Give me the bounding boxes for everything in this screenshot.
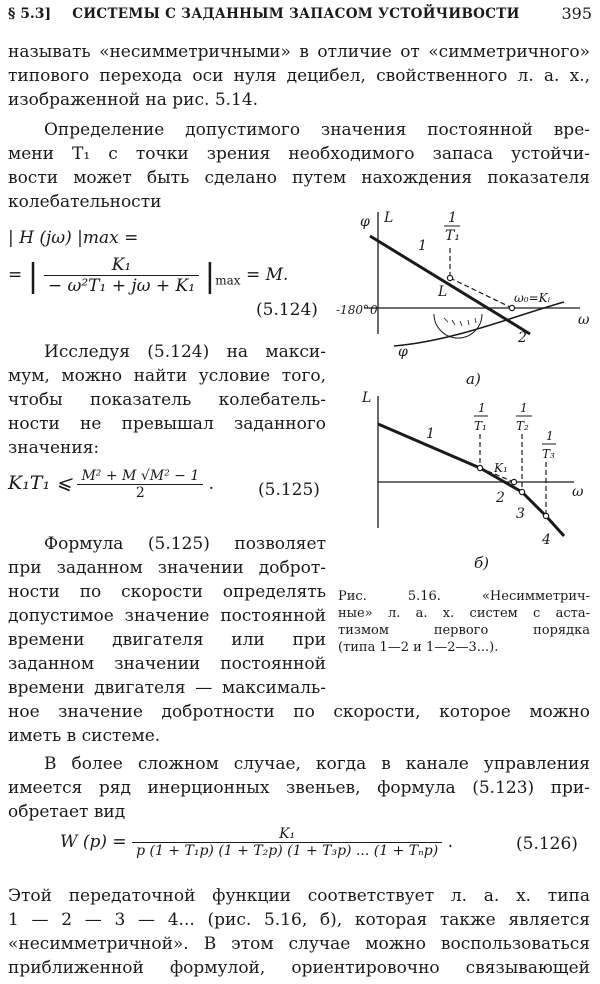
- text-line: мум, можно найти условие того,: [8, 366, 326, 386]
- label-t2-num: 1: [520, 401, 528, 415]
- formula-5-126: W (p) = $\frac{\text{K₁}}{\text{p (1 + T₁p) (1 + T₂p) (1 + T₃p) ... (1 + Tₙp)}}$ .: [60, 826, 454, 859]
- figure-a-caption: а): [466, 370, 481, 388]
- formula-fraction: [132, 826, 442, 859]
- fraction-numerator: M² + M √M² − 1: [81, 468, 200, 484]
- fraction-denominator: − ω²T₁ + jω + K₁: [47, 276, 196, 296]
- label-t2-den: T₂: [516, 419, 529, 433]
- formula-text: | H (jω) |max =: [8, 228, 139, 248]
- text-line: заданном значении постоянной: [8, 654, 326, 674]
- text-line: «несимметричной». В этом случае можно воспользоваться: [8, 934, 590, 954]
- text-line: Исследуя (5.124) на макси-: [44, 342, 326, 362]
- label-phi-top: φ: [360, 214, 370, 230]
- paragraph-2: [8, 118, 590, 214]
- label-t-num: 1: [448, 210, 457, 226]
- label-phi-bottom: φ: [398, 344, 408, 360]
- paragraph-6: [8, 884, 590, 980]
- formula-rhs: = M.: [245, 265, 289, 285]
- text-line: Этой передаточной функции соответствует л. а. х. типа: [8, 886, 590, 906]
- label-4-b: 4: [542, 532, 551, 548]
- text-line: мени T₁ с точки зрения необходимого запаса устойчи-: [8, 144, 590, 164]
- label-omega-a: ω: [578, 312, 590, 328]
- label-t1-num: 1: [478, 401, 486, 415]
- text-line: значения:: [8, 438, 100, 458]
- formula-subscript: max: [215, 273, 241, 288]
- text-line: допустимое значение постоянной: [8, 606, 326, 626]
- label-t3-den: T₃: [542, 447, 555, 461]
- equation-number-5-126: (5.126): [516, 834, 578, 854]
- caption-line: (типа 1—2 и 1—2—3...).: [338, 640, 499, 655]
- figure-b-caption: б): [474, 554, 490, 572]
- point-omega0: [509, 305, 514, 310]
- caption-line: тизмом первого порядка: [338, 623, 590, 638]
- text-line: чтобы показатель колебатель-: [8, 390, 326, 410]
- label-K1: K₁: [494, 461, 508, 475]
- figure-5-16-b: [378, 396, 574, 536]
- text-line: приближенной формулой, ориентировочно связывающей: [8, 958, 590, 978]
- text-line: обретает вид: [8, 802, 126, 822]
- formula-5-124-line1: [8, 228, 138, 248]
- label-zero: 0: [370, 303, 378, 317]
- text-line: ности не превышал заданного: [8, 414, 326, 434]
- figure-5-16-a: [364, 212, 580, 346]
- label-2-b: 2: [496, 490, 505, 506]
- label-1-b: 1: [426, 426, 435, 442]
- paragraph-4-wide: [8, 700, 590, 748]
- text-line: изображенной на рис. 5.14.: [8, 90, 259, 110]
- text-line: колебательности: [8, 192, 162, 212]
- fraction-numerator: K₁: [111, 255, 132, 275]
- text-line: ности по скорости определять: [8, 582, 326, 602]
- label-L-point: L: [438, 284, 448, 300]
- running-header: [8, 4, 592, 30]
- label-t-den: T₁: [445, 228, 460, 244]
- text-line: называть «несимметричными» в отличие от «симметричного»: [8, 42, 590, 62]
- text-line: 1 — 2 — 3 — 4... (рис. 5.16, б), которая также является: [8, 910, 590, 930]
- text-line: В более сложном случае, когда в канале управления: [44, 754, 590, 774]
- section-number: § 5.3]: [8, 6, 52, 22]
- label-3-b: 3: [516, 506, 525, 522]
- formula-fraction: [77, 468, 203, 501]
- lah-segment-3: [522, 492, 546, 516]
- label-minus-180: -180°: [336, 303, 369, 317]
- formula-lhs: K₁T₁ ⩽: [8, 472, 73, 494]
- text-line: ное значение добротности по скорости, которое можно: [8, 702, 590, 722]
- running-title: СИСТЕМЫ С ЗАДАННЫМ ЗАПАСОМ УСТОЙЧИВОСТИ: [72, 6, 520, 22]
- text-line: времени двигателя — максималь-: [8, 678, 326, 698]
- paragraph-4-narrow: [8, 532, 326, 700]
- text-line: имеется ряд инерционных звеньев, формула (5.123) при-: [8, 778, 590, 798]
- label-omega-b: ω: [572, 484, 584, 500]
- text-line: времени двигателя или при: [8, 630, 326, 650]
- fraction-denominator: p (1 + T₁p) (1 + T₂p) (1 + T₃p) ... (1 + Tₙp): [136, 843, 439, 859]
- formula-fraction: [44, 255, 199, 296]
- page-number: 395: [561, 4, 592, 23]
- caption-line: ные» л. а. х. систем с аста-: [338, 606, 590, 621]
- equation-number-5-124: (5.124): [256, 300, 318, 320]
- text-line: Формула (5.125) позволяет: [44, 534, 326, 554]
- paragraph-1: [8, 40, 590, 112]
- label-omega0: ω₀=Kᵢ: [514, 291, 551, 305]
- text-line: вости может быть сделано путем нахождения показателя: [8, 168, 590, 188]
- label-t1-den: T₁: [474, 419, 487, 433]
- caption-line: Рис. 5.16. «Несимметрич-: [338, 589, 590, 604]
- text-line: Определение допустимого значения постоянной вре-: [44, 120, 590, 140]
- text-line: иметь в системе.: [8, 726, 161, 746]
- label-1-a: 1: [418, 238, 427, 254]
- label-L-b: L: [362, 390, 372, 406]
- fraction-numerator: K₁: [279, 826, 296, 842]
- point-L: [447, 275, 452, 280]
- paragraph-3: [8, 340, 326, 460]
- label-2-a: 2: [518, 330, 527, 346]
- text-line: типового перехода оси нуля децибел, свойственного л. а. х.,: [8, 66, 590, 86]
- figure-5-16: [334, 206, 596, 584]
- formula-5-125: K₁T₁ ⩽ $\frac{\text{M² + M √M² − 1}}{2}$ .: [8, 468, 215, 501]
- paragraph-5: [8, 752, 590, 824]
- formula-equals: =: [8, 265, 23, 285]
- fraction-denominator: 2: [135, 485, 145, 501]
- formula-lhs: W (p) =: [60, 832, 127, 852]
- label-L-a: L: [384, 210, 394, 226]
- formula-5-124-line2: = | $\frac{\text{K₁}}{\text{− ω²T₁ + jω + K₁}}$ $|_{max} = M$.: [8, 255, 289, 296]
- equation-number-5-125: (5.125): [258, 480, 320, 500]
- figure-caption: [338, 588, 590, 656]
- text-line: при заданном значении доброт-: [8, 558, 326, 578]
- label-t3-num: 1: [546, 429, 554, 443]
